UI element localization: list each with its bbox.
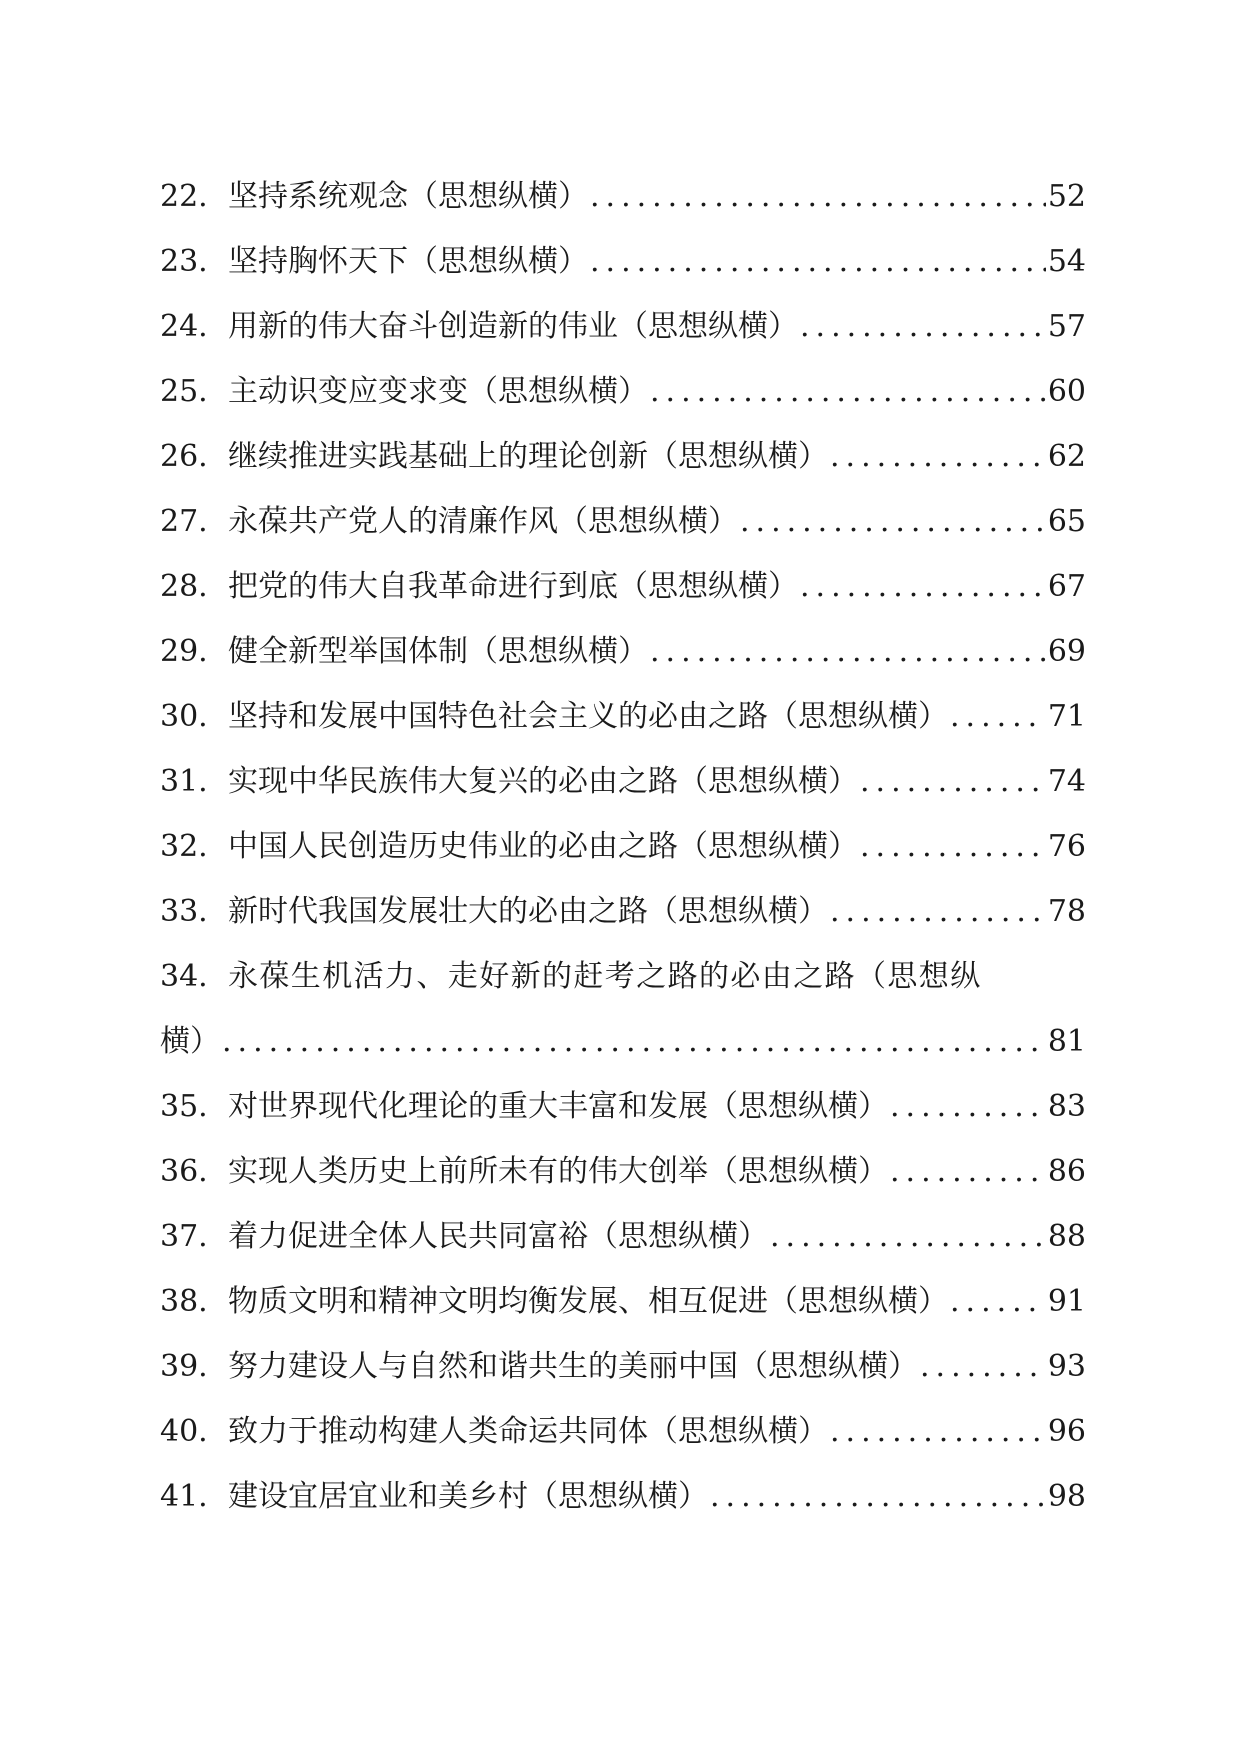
toc-entry-second-line xyxy=(160,1009,1086,1074)
toc-entry-31[interactable] xyxy=(160,749,1086,814)
toc-title: 中国人民创造历史伟业的必由之路（思想纵横） xyxy=(228,829,858,864)
toc-number: 40. xyxy=(160,1414,208,1449)
toc-page-number: 74 xyxy=(1047,764,1086,799)
toc-entry-36[interactable] xyxy=(160,1139,1086,1204)
toc-number: 41. xyxy=(160,1479,208,1514)
toc-title: 建设宜居宜业和美乡村（思想纵横） xyxy=(228,1479,708,1514)
toc-title: 物质文明和精神文明均衡发展、相互促进（思想纵横） xyxy=(228,1284,948,1319)
toc-title: 永葆生机活力、走好新的赶考之路的必由之路（思想纵 xyxy=(228,959,982,994)
toc-title: 永葆共产党人的清廉作风（思想纵横） xyxy=(228,504,738,539)
toc-entry-40[interactable] xyxy=(160,1399,1086,1464)
toc-entry-41[interactable] xyxy=(160,1464,1086,1529)
toc-entry-38[interactable] xyxy=(160,1269,1086,1334)
toc-page-number: 86 xyxy=(1047,1154,1086,1189)
toc-number: 26. xyxy=(160,439,208,474)
toc-page-number: 91 xyxy=(1047,1284,1086,1319)
dot-leader xyxy=(890,1074,1046,1139)
toc-number: 27. xyxy=(160,504,208,539)
toc-page-number: 71 xyxy=(1047,699,1086,734)
dot-leader xyxy=(860,749,1046,814)
toc-entry-25[interactable] xyxy=(160,359,1086,424)
dot-leader xyxy=(830,424,1046,489)
dot-leader xyxy=(650,619,1046,684)
dot-leader xyxy=(590,164,1046,229)
toc-page-number: 78 xyxy=(1047,894,1086,929)
dot-leader xyxy=(800,294,1046,359)
toc-entry-22[interactable] xyxy=(160,164,1086,229)
dot-leader xyxy=(590,229,1046,294)
toc-entry-35[interactable] xyxy=(160,1074,1086,1139)
toc-entry-30[interactable] xyxy=(160,684,1086,749)
table-of-contents xyxy=(160,164,1086,1529)
toc-entry-27[interactable] xyxy=(160,489,1086,554)
dot-leader xyxy=(222,1009,1046,1074)
toc-title: 实现人类历史上前所未有的伟大创举（思想纵横） xyxy=(228,1154,888,1189)
dot-leader xyxy=(830,1399,1046,1464)
toc-page-number: 57 xyxy=(1047,309,1086,344)
toc-title: 坚持胸怀天下（思想纵横） xyxy=(228,244,588,279)
toc-entry-33[interactable] xyxy=(160,879,1086,944)
toc-page-number: 62 xyxy=(1047,439,1086,474)
toc-entry-29[interactable] xyxy=(160,619,1086,684)
toc-title: 新时代我国发展壮大的必由之路（思想纵横） xyxy=(228,894,828,929)
toc-title: 主动识变应变求变（思想纵横） xyxy=(228,374,648,409)
toc-page-number: 69 xyxy=(1047,634,1086,669)
toc-number: 28. xyxy=(160,569,208,604)
toc-title: 用新的伟大奋斗创造新的伟业（思想纵横） xyxy=(228,309,798,344)
toc-entry-34[interactable] xyxy=(160,944,1086,1074)
toc-number: 37. xyxy=(160,1219,208,1254)
toc-page-number: 88 xyxy=(1047,1219,1086,1254)
toc-title: 健全新型举国体制（思想纵横） xyxy=(228,634,648,669)
dot-leader xyxy=(800,554,1046,619)
toc-entry-first-line xyxy=(160,944,1086,1009)
toc-number: 25. xyxy=(160,374,208,409)
toc-number: 34. xyxy=(160,959,208,994)
toc-page-number: 98 xyxy=(1047,1479,1086,1514)
toc-number: 29. xyxy=(160,634,208,669)
toc-page-number: 81 xyxy=(1047,1024,1086,1059)
toc-entry-23[interactable] xyxy=(160,229,1086,294)
toc-entry-32[interactable] xyxy=(160,814,1086,879)
toc-page-number: 60 xyxy=(1047,374,1086,409)
dot-leader xyxy=(890,1139,1046,1204)
toc-title: 着力促进全体人民共同富裕（思想纵横） xyxy=(228,1219,768,1254)
toc-title: 把党的伟大自我革命进行到底（思想纵横） xyxy=(228,569,798,604)
dot-leader xyxy=(830,879,1046,944)
toc-title: 对世界现代化理论的重大丰富和发展（思想纵横） xyxy=(228,1089,888,1124)
dot-leader xyxy=(650,359,1046,424)
toc-number: 31. xyxy=(160,764,208,799)
toc-title: 坚持和发展中国特色社会主义的必由之路（思想纵横） xyxy=(228,699,948,734)
toc-page-number: 67 xyxy=(1047,569,1086,604)
toc-page-number: 93 xyxy=(1047,1349,1086,1384)
dot-leader xyxy=(950,1269,1046,1334)
toc-page-number: 52 xyxy=(1047,179,1086,214)
toc-entry-26[interactable] xyxy=(160,424,1086,489)
toc-page-number: 83 xyxy=(1047,1089,1086,1124)
dot-leader xyxy=(770,1204,1046,1269)
toc-entry-24[interactable] xyxy=(160,294,1086,359)
toc-title: 努力建设人与自然和谐共生的美丽中国（思想纵横） xyxy=(228,1349,918,1384)
toc-entry-39[interactable] xyxy=(160,1334,1086,1399)
toc-title: 继续推进实践基础上的理论创新（思想纵横） xyxy=(228,439,828,474)
dot-leader xyxy=(860,814,1046,879)
toc-number: 22. xyxy=(160,179,208,214)
toc-number: 33. xyxy=(160,894,208,929)
toc-page-number: 96 xyxy=(1047,1414,1086,1449)
dot-leader xyxy=(710,1464,1046,1529)
toc-number: 39. xyxy=(160,1349,208,1384)
toc-entry-37[interactable] xyxy=(160,1204,1086,1269)
toc-page-number: 54 xyxy=(1047,244,1086,279)
toc-page-number: 76 xyxy=(1047,829,1086,864)
toc-title: 实现中华民族伟大复兴的必由之路（思想纵横） xyxy=(228,764,858,799)
toc-title-continued: 横） xyxy=(160,1024,220,1059)
toc-title: 坚持系统观念（思想纵横） xyxy=(228,179,588,214)
dot-leader xyxy=(920,1334,1046,1399)
toc-number: 35. xyxy=(160,1089,208,1124)
toc-title: 致力于推动构建人类命运共同体（思想纵横） xyxy=(228,1414,828,1449)
toc-number: 38. xyxy=(160,1284,208,1319)
toc-number: 30. xyxy=(160,699,208,734)
toc-number: 36. xyxy=(160,1154,208,1189)
toc-entry-28[interactable] xyxy=(160,554,1086,619)
dot-leader xyxy=(950,684,1046,749)
toc-number: 32. xyxy=(160,829,208,864)
dot-leader xyxy=(740,489,1046,554)
toc-number: 23. xyxy=(160,244,208,279)
toc-number: 24. xyxy=(160,309,208,344)
toc-page-number: 65 xyxy=(1047,504,1086,539)
